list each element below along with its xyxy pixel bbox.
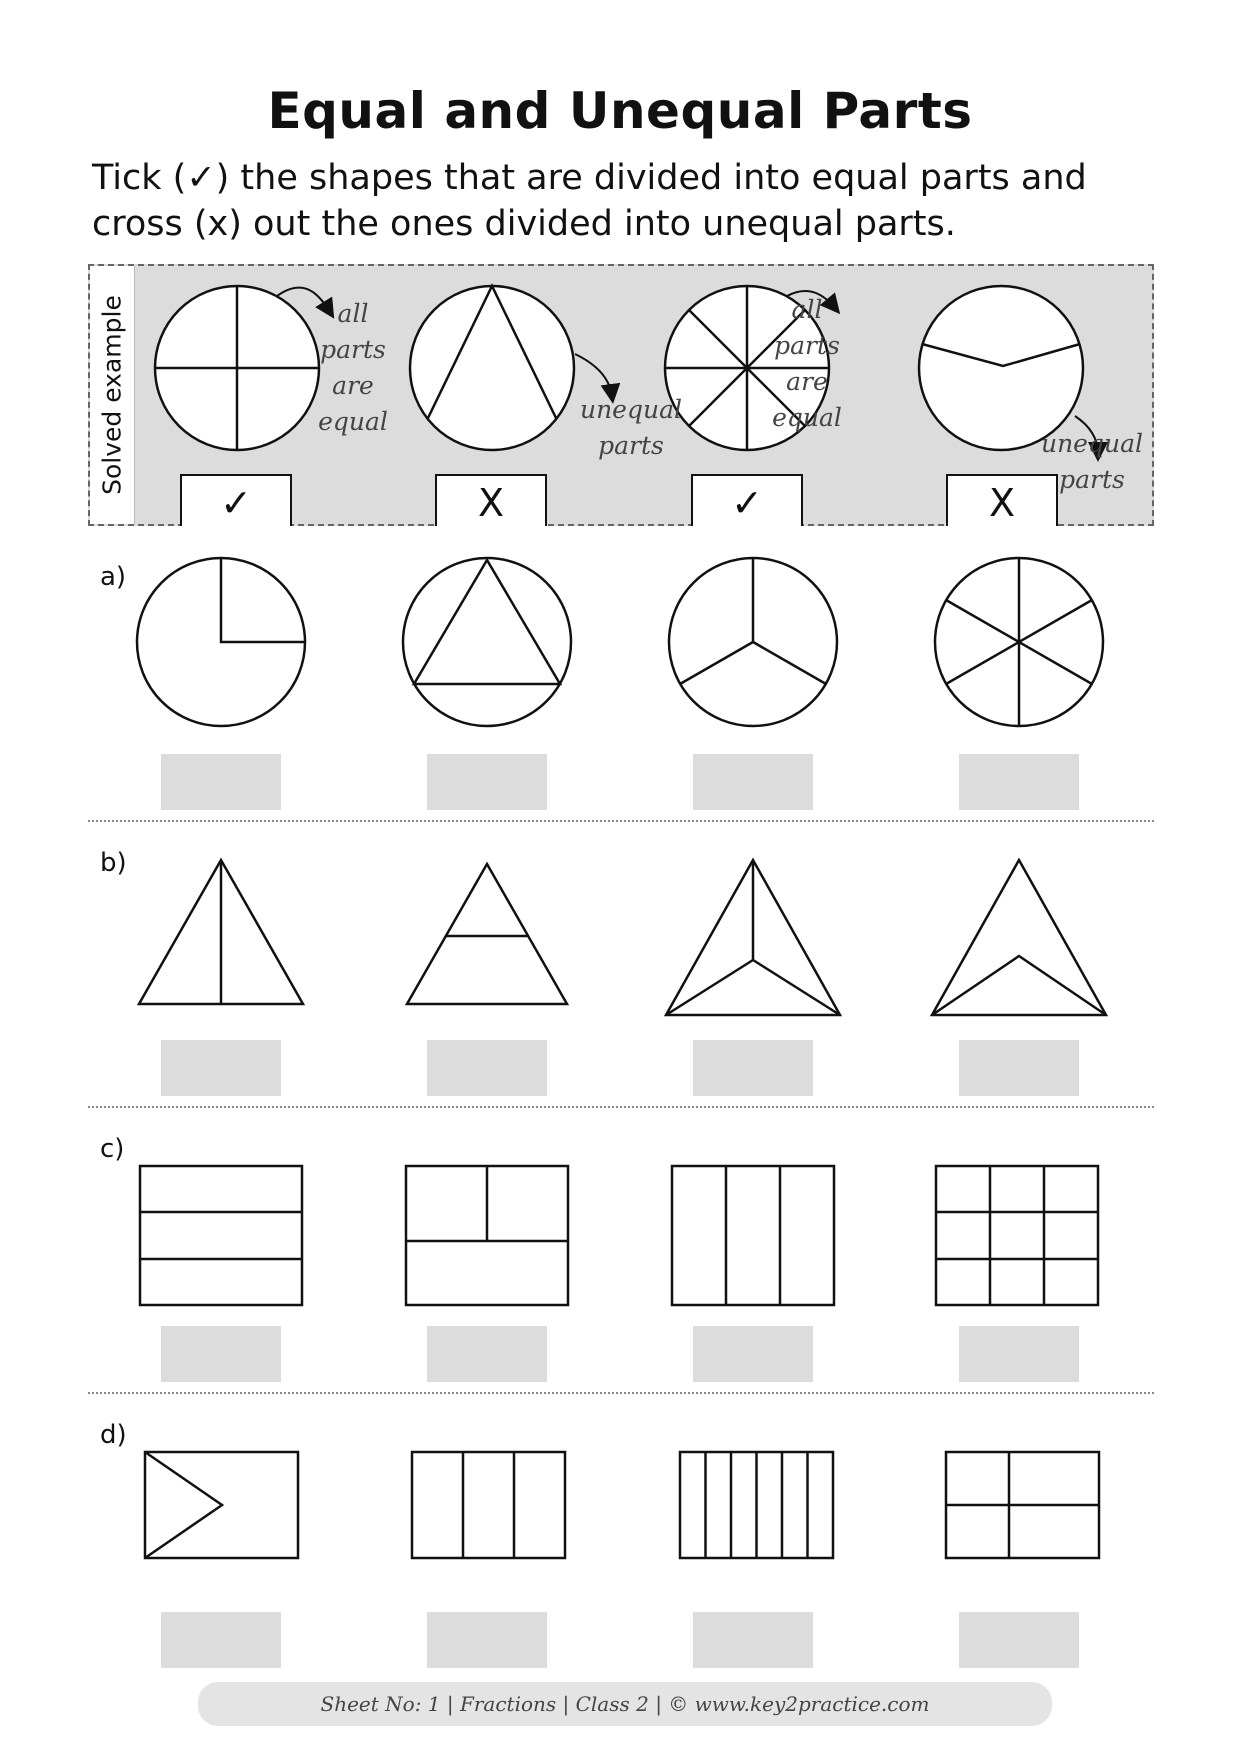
answer-box-a4[interactable] [959,754,1079,810]
example-answer-1: ✓ [180,474,292,526]
answer-box-d1[interactable] [161,1612,281,1668]
rectangle-three-rows [140,1166,302,1305]
example-answer-3: ✓ [691,474,803,526]
row-a-shapes [0,548,1240,748]
answer-box-c1[interactable] [161,1326,281,1382]
answer-box-b3[interactable] [693,1040,813,1096]
rectangle-three-columns [672,1166,834,1305]
circle-one-quarter-unequal [137,558,305,726]
example-note-4: unequal parts [1040,429,1143,494]
example-note-2: unequal parts [579,395,682,460]
answer-box-a3[interactable] [693,754,813,810]
row-a-label: a) [100,562,127,592]
rectangle-quarters [946,1452,1099,1558]
triangle-top-strip [407,864,567,1004]
divider [88,820,1154,822]
circle-sixths [935,558,1103,726]
example-note-1: all parts are equal [318,299,388,436]
answer-box-a1[interactable] [161,754,281,810]
row-c-shapes [0,1160,1240,1310]
row-d-label: d) [100,1420,127,1450]
triangle-halves [139,860,303,1004]
answer-box-c3[interactable] [693,1326,813,1382]
footer: Sheet No: 1 | Fractions | Class 2 | © www.key2practice.com [198,1682,1052,1726]
triangle-unequal [932,860,1106,1015]
rectangle-nine-grid [936,1166,1098,1305]
answer-box-b4[interactable] [959,1040,1079,1096]
row-c-label: c) [100,1134,125,1164]
solved-example-panel [88,264,1154,526]
answer-box-d3[interactable] [693,1612,813,1668]
row-b-label: b) [100,848,127,878]
example-arrow-2 [575,354,612,396]
answer-box-a2[interactable] [427,754,547,810]
triangle-thirds-center [666,860,840,1015]
example-circle-triangle [410,286,574,450]
instructions [92,155,1172,247]
example-answer-4: X [946,474,1058,526]
circle-thirds [669,558,837,726]
rectangle-triangle-unequal [145,1452,298,1558]
answer-box-d2[interactable] [427,1612,547,1668]
answer-box-c4[interactable] [959,1326,1079,1382]
example-note-3: all parts are equal [772,295,842,432]
divider [88,1106,1154,1108]
row-b-shapes [0,850,1240,1030]
example-circle-quarters [155,286,319,450]
rectangle-unequal-parts [406,1166,568,1305]
divider [88,1392,1154,1394]
instruction-line-2: cross (x) out the ones divided into unequal parts. [92,204,956,244]
answer-box-b2[interactable] [427,1040,547,1096]
page-title: Equal and Unequal Parts [267,82,973,140]
circle-triangle [403,558,571,726]
solved-example-label: Solved example [97,295,127,495]
rectangle-three-columns-unequal [412,1452,565,1558]
answer-box-d4[interactable] [959,1612,1079,1668]
rectangle-six-columns [680,1452,833,1558]
example-answer-2: X [435,474,547,526]
answer-box-c2[interactable] [427,1326,547,1382]
answer-box-b1[interactable] [161,1040,281,1096]
row-d-shapes [0,1446,1240,1576]
instruction-line-1: Tick (✓) the shapes that are divided into equal parts and [92,158,1087,198]
